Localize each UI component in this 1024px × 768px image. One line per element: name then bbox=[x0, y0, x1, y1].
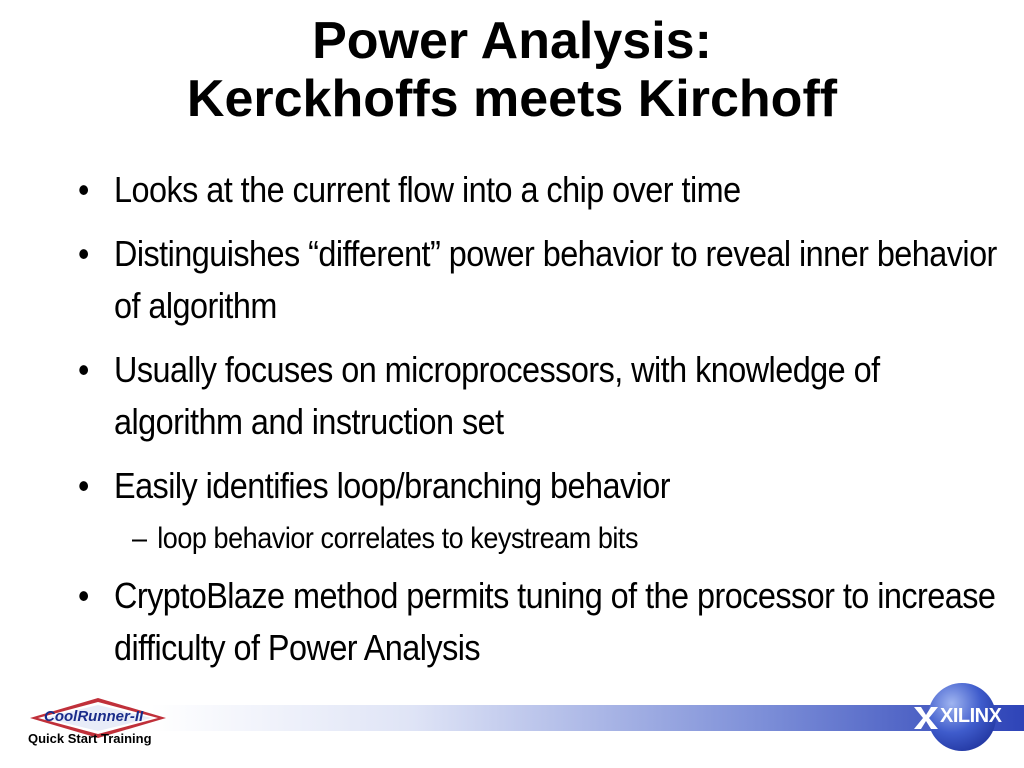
bullet-marker: • bbox=[78, 349, 89, 390]
bullet-marker: • bbox=[78, 233, 89, 274]
bullet-item bbox=[78, 460, 1014, 512]
bullet-item bbox=[78, 228, 1014, 332]
slide-title-line-1: Power Analysis: bbox=[312, 12, 712, 70]
bullet-item bbox=[78, 344, 1014, 448]
sub-bullet-marker: – bbox=[132, 522, 147, 555]
bullet-text: Distinguishes “different” power behavior to reveal inner behavior of algorithm bbox=[114, 233, 997, 326]
footer-gradient-bar bbox=[150, 705, 1024, 731]
bullet-text: Usually focuses on microprocessors, with knowledge of algorithm and instruction set bbox=[114, 349, 880, 442]
sub-bullet-item bbox=[78, 516, 1024, 562]
coolrunner-logo-text: CoolRunner-II bbox=[44, 708, 144, 725]
slide-title-line-2: Kerckhoffs meets Kirchoff bbox=[186, 70, 838, 128]
training-label: Quick Start Training bbox=[28, 731, 152, 746]
bullet-item bbox=[78, 570, 1014, 674]
xilinx-mark-icon bbox=[914, 707, 938, 729]
bullet-text: CryptoBlaze method permits tuning of the processor to increase difficulty of Power Analysis bbox=[114, 575, 996, 668]
bullet-text: Easily identifies loop/branching behavior bbox=[114, 465, 671, 506]
bullet-text: Looks at the current flow into a chip over time bbox=[114, 169, 741, 210]
bullet-item bbox=[78, 164, 1014, 216]
bullet-marker: • bbox=[78, 575, 89, 616]
bullet-list bbox=[78, 164, 997, 686]
bullet-marker: • bbox=[78, 465, 89, 506]
sub-bullet-text: loop behavior correlates to keystream bits bbox=[157, 522, 639, 555]
bullet-marker: • bbox=[78, 169, 89, 210]
slide-title bbox=[0, 12, 1024, 128]
xilinx-logo-text: XILINX bbox=[940, 705, 1002, 727]
